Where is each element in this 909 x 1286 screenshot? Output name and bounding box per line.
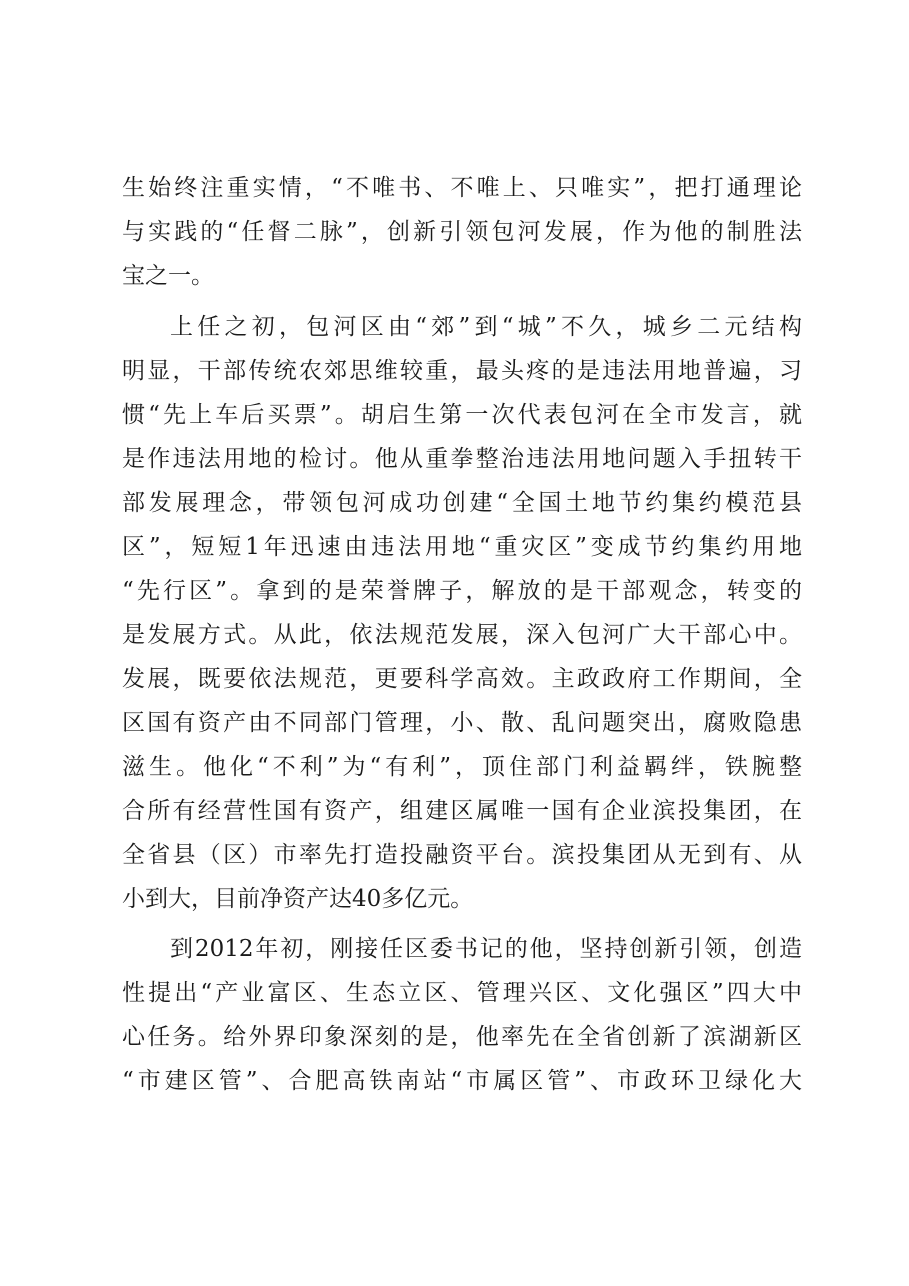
text-line: 部发展理念，带领包河成功创建“全国土地节约集约模范县 xyxy=(122,490,802,516)
paragraph-first-line: 到2012年初，刚接任区委书记的他，坚持创新引领，创造 xyxy=(170,936,802,962)
text-line: 区国有资产由不同部门管理，小、散、乱问题突出，腐败隐患 xyxy=(122,710,802,736)
text-line: 合所有经营性国有资产，组建区属唯一国有企业滨投集团，在 xyxy=(122,798,802,824)
text-line: 与实践的“任督二脉”，创新引领包河发展，作为他的制胜法 xyxy=(122,219,802,245)
text-line: 性提出“产业富区、生态立区、管理兴区、文化强区”四大中 xyxy=(122,980,802,1006)
text-line: 小到大，目前净资产达40多亿元。 xyxy=(122,886,474,912)
paragraph-first-line: 上任之初，包河区由“郊”到“城”不久，城乡二元结构 xyxy=(170,314,802,340)
text-line: 区”，短短1年迅速由违法用地“重灾区”变成节约集约用地 xyxy=(122,534,802,560)
text-line: 宝之一。 xyxy=(122,263,214,289)
text-line: 生始终注重实情，“不唯书、不唯上、只唯实”，把打通理论 xyxy=(122,175,802,201)
text-line: 滋生。他化“不利”为“有利”，顶住部门利益羁绊，铁腕整 xyxy=(122,754,802,780)
text-line: “先行区”。拿到的是荣誉牌子，解放的是干部观念，转变的 xyxy=(122,578,802,604)
text-line: 惯“先上车后买票”。胡启生第一次代表包河在全市发言，就 xyxy=(122,402,802,428)
text-line: 明显，干部传统农郊思维较重，最头疼的是违法用地普遍，习 xyxy=(122,358,802,384)
text-line: 全省县（区）市率先打造投融资平台。滨投集团从无到有、从 xyxy=(122,842,802,868)
text-line: “市建区管”、合肥高铁南站“市属区管”、市政环卫绿化大 xyxy=(122,1068,802,1094)
text-line: 是作违法用地的检讨。他从重拳整治违法用地问题入手扭转干 xyxy=(122,446,802,472)
text-line: 是发展方式。从此，依法规范发展，深入包河广大干部心中。 xyxy=(122,622,802,648)
text-line: 心任务。给外界印象深刻的是，他率先在全省创新了滨湖新区 xyxy=(122,1024,802,1050)
text-line: 发展，既要依法规范，更要科学高效。主政政府工作期间，全 xyxy=(122,666,802,692)
